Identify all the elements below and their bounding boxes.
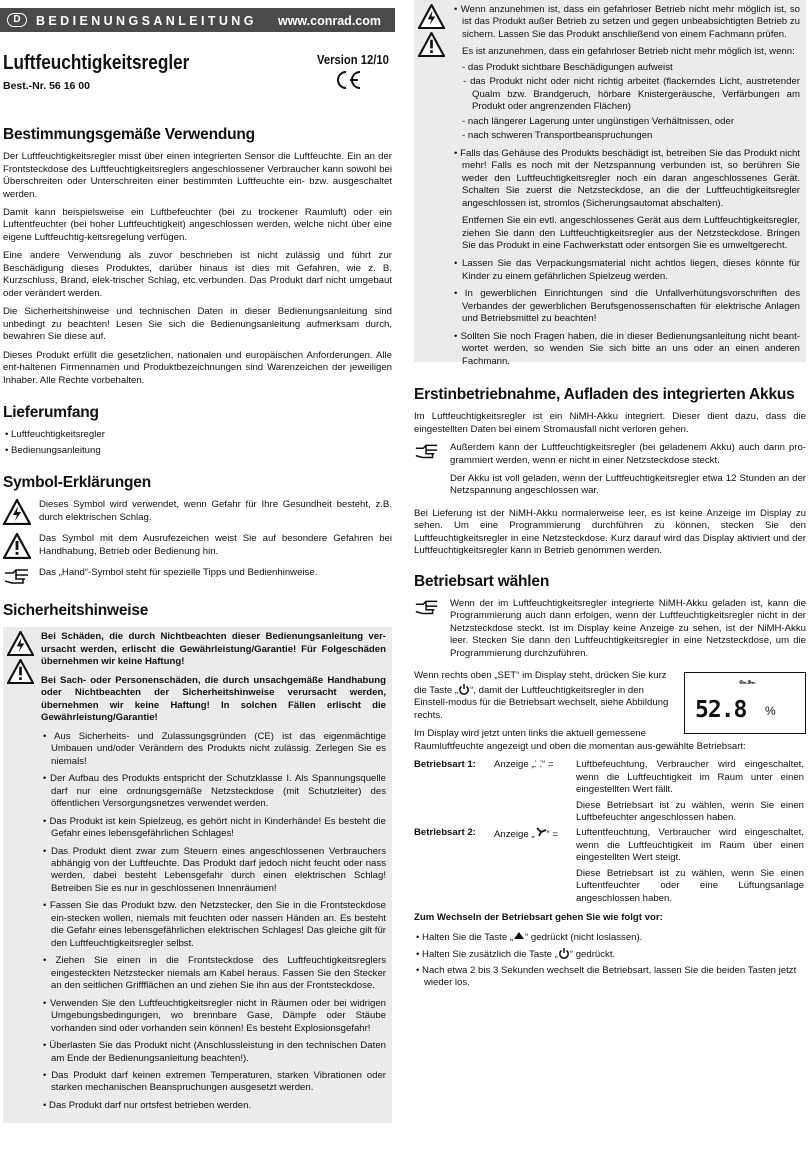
safety-box	[3, 627, 392, 1123]
section-heading: Lieferumfang	[3, 404, 99, 422]
paragraph: Im Display wird jetzt unten links die aktuell gemessene Raumluftfeuchte angezeigt und oben die momentan aus-gewählte Betriebsart:	[414, 728, 746, 752]
version-label: Version 12/10	[317, 53, 389, 67]
section-bestimmung	[3, 125, 392, 387]
list-item: • In gewerblichen Einrichtungen sind die Unfallverhütungsvorschriften des Verbandes der gewerblichen Berufsgenossenschaften für elektrische Anlagen und Betriebsmittel zu beachten!	[454, 288, 800, 325]
power-icon	[458, 683, 470, 695]
pointing-hand-icon	[414, 442, 440, 460]
section-heading: Bestimmungsgemäße Verwendung	[3, 126, 255, 143]
paragraph: Bei Lieferung ist der NiMH-Akku normalerweise leer, es ist keine Anzeige im Display zu sehen. Um eine Programmierung durchführen zu können, stecken Sie den Luftfeuchtigkeitsregler in eine Netzsteckdose. Kurz darauf wird das Display aktiviert und der Luftfeuchtigkeitsregler kann in Betrieb genommen werden.	[414, 507, 806, 557]
paragraph: Eine andere Verwendung als zuvor beschrieben ist nicht zulässig und führt zur Beschädigung dieses Produktes, darüber hinaus ist dies mit Gefahren, wie z. B. Kurzschluss, Brand, elek-trischer Schlag, etc.verbunden. Das Produkt darf nicht umgebaut oder verändert werden.	[3, 250, 392, 299]
symbol-row: Dieses Symbol wird verwendet, wenn Gefahr für Ihre Gesundheit besteht, z.B. durch elektrischen Schlag.	[3, 499, 392, 525]
list-item: • Das Produkt dient zwar zum Steuern eines angeschlossenen Verbrauchers abhängig von der Luftfeuchte. Das Produkt darf jedoch nicht feucht oder nass werden, dabei besteht Lebensgefahr durch einen elektrischen Schlag! Betreiben Sie es nur in geschlossenen Innenräumen!	[43, 845, 386, 894]
tip-block	[414, 442, 806, 504]
exclamation-warning-icon	[3, 533, 31, 559]
bold-warning: Bei Sach- oder Personenschäden, die durch unsachgemäße Handhabung oder Nichtbeachten der Sicherheitshinweise verursacht werden, übernehmen wir keine Haftung! In solchen Fällen erlischt die Gewährleistung/Garantie!	[41, 674, 386, 724]
list-item: • Aus Sicherheits- und Zulassungsgründen (CE) ist das eigenmächtige Umbauen und/oder Verändern des Produkts nicht zulässig. Zerlegen Sie es niemals!	[43, 730, 386, 767]
article-number: Best.-Nr. 56 16 00	[3, 80, 90, 92]
document-title: Luftfeuchtigkeitsregler	[3, 52, 190, 74]
right-column	[414, 0, 808, 1156]
tip-text: Wenn der im Luftfeuchtigkeitsregler integrierte NiMH-Akku geladen ist, kann die Programmierung auch dann erfolgen, wenn der Luftfeuchtigkeitsregler nicht in der Netzsteckdose steckt. Ist im Display keine Anzeige zu sehen, ist der NiMH-Akku leer. Stecken Sie dann den Luftfeuchtigkeitsregler in eine Netzsteckdose, um die Programmierung durchzuführen.	[450, 597, 806, 659]
right-flow	[414, 377, 806, 993]
display-illustration	[684, 672, 806, 734]
section-lieferumfang	[3, 403, 392, 457]
left-flow	[3, 120, 392, 1123]
dash-item: - nach längerer Lagerung unter ungünstigen Verhältnissen, oder	[462, 115, 735, 127]
dash-item: - das Produkt sichtbare Beschädigungen aufweist	[462, 61, 673, 73]
paragraph: Der Luftfeuchtigkeitsregler misst über einen integrierten Sensor die Luftfeuchte. Ein an der Frontsteckdose des Luftfeuchtigkeitsreglers angeschlossener Verbraucher kann sowohl bei Überschreiten oder Unterschreiten einer bestimmten Luftfeuchte ein- bzw. ausgeschaltet werden.	[3, 151, 392, 200]
list-item: • Überlasten Sie das Produkt nicht (Anschlussleistung in den technischen Daten am Ende der Bedienungsanleitung beachten!).	[43, 1040, 386, 1064]
section-betriebsart	[414, 572, 806, 990]
section-heading: Betriebsart wählen	[414, 572, 550, 590]
list-item: • Wenn anzunehmen ist, dass ein gefahrloser Betrieb nicht mehr möglich ist, so ist das Produkt außer Betrieb zu setzen und gegen unbeabsichtigten Betrieb zu sichern. Lassen Sie das Produkt anschließend von einem Fachmann prüfen.	[454, 4, 800, 40]
bold-warning: Bei Schäden, die durch Nichtbeachten dieser Bedienungsanleitung ver-ursacht werden, erlischt die Gewährleistung/Garantie! Für Folgeschäden übernehmen wir keine Haftung!	[41, 631, 386, 668]
paragraph: Im Luftfeuchtigkeitsregler ist ein NiMH-Akku integriert. Dieser dient dazu, dass die eingestellten Daten bei einem Stromausfall nicht verloren gehen.	[414, 411, 806, 435]
pointing-hand-icon	[414, 598, 440, 616]
header-label: BEDIENUNGSANLEITUNG	[36, 14, 257, 28]
subheading: Zum Wechseln der Betriebsart gehen Sie wie folgt vor:	[414, 912, 663, 924]
pointing-hand-icon	[3, 567, 31, 585]
section-heading: Erstinbetriebnahme, Aufladen des integrierten Akkus	[414, 386, 795, 403]
drops-icon: ๛๛	[739, 677, 756, 687]
tip-block	[414, 598, 806, 666]
up-arrow-icon	[513, 931, 525, 940]
section-symbole	[3, 473, 392, 585]
language-badge: D	[7, 13, 27, 27]
list-item: • Luftfeuchtigkeitsregler	[5, 429, 105, 441]
symbol-row: Das Symbol mit dem Ausrufezeichen weist Sie auf besondere Gefahren bei Handhabung, Betrieb oder Bedienung hin.	[3, 533, 392, 559]
paragraph: Wenn rechts oben „SET“ im Display steht, drücken Sie kurz die Taste „ “, damit der Luftfeuchtigkeitsregler in den Einstell-modus für die Betriebsart wechselt, siehe Abbildung rechts.	[414, 670, 669, 721]
fan-icon	[535, 827, 547, 837]
list-item: • Lassen Sie das Verpackungsmaterial nicht achtlos liegen, dieses könnte für Kinder zu einem gefährlichen Spielzeug werden.	[454, 258, 801, 282]
dash-item: - das Produkt nicht oder nicht richtig arbeitet (flackerndes Licht, austretender Qualm bzw. Brandgeruch, hörbare Knistergeräusche, Verfärbungen am Produkt oder angrenzenden Flächen)	[463, 76, 800, 113]
section-erstinbetrieb	[414, 385, 806, 558]
symbol-row: Das „Hand“-Symbol steht für spezielle Tipps und Bedienhinweise.	[3, 567, 392, 585]
header-bar	[0, 8, 395, 32]
safety-box-continued	[414, 0, 806, 367]
paragraph: Entfernen Sie ein evtl. angeschlossenes Gerät aus dem Luftfeuchtigkeitsregler, ziehen Sie dann den Luftfeuchtigkeitsregler aus der Netzsteckdose. Bringen Sie das Produkt in eine Fachwerkstatt oder entsorgen Sie es umweltgerecht.	[462, 215, 800, 251]
section-heading: Symbol-Erklärungen	[3, 474, 151, 492]
paragraph: Die Sicherheitshinweise und technischen Daten in dieser Bedienungsanleitung sind unbedingt zu beachten! Lesen Sie sich die Bedienungsanleitung aufmerksam durch, bewahren Sie diese auf.	[3, 306, 392, 343]
list-item: • Ziehen Sie einen in die Frontsteckdose des Luftfeuchtigkeitsreglers eingesteckten Netzstecker niemals am Kabel heraus. Fassen Sie den Stecker an den seitlichen Griffflächen an und ziehen Sie ihn aus der Frontsteckdose.	[43, 955, 386, 992]
exclamation-warning-icon	[418, 32, 445, 57]
paragraph: Dieses Produkt erfüllt die gesetzlichen, nationalen und europäischen Anforderungen. Alle ent-haltenen Firmennamen und Produktbezeichnungen sind Warenzeichen der jeweiligen Inhaber. Alle Rechte vorbehalten.	[3, 349, 392, 386]
list-item: • Der Aufbau des Produkts entspricht der Schutzklasse I. Als Spannungsquelle darf nur eine ordnungsgemäße Netzsteckdose (mit Schutzleiter) des öffentlichen Versorgungsnetzes verwendet werden.	[43, 773, 386, 810]
drops-icon: ⸬	[534, 759, 542, 770]
lightning-warning-icon	[3, 499, 31, 525]
list-item: • Halten Sie zusätzlich die Taste „ “ gedrückt.	[416, 949, 616, 961]
list-item: • Bedienungsanleitung	[5, 444, 101, 456]
list-item: • Falls das Gehäuse des Produkts beschädigt ist, betreiben Sie das Produkt nicht mehr! Falls es noch mit der Netzspannung verbunden ist, so berühren Sie weder den Luftfeuchtigkeitsregler noch ein daran angeschlossenes Gerät. Schalten Sie zuerst die Netzsteckdose, an die der Luftfeuchtigkeitsregler angeschlossen ist, stromlos (Sicherungsautomat abschalten).	[454, 147, 800, 209]
mode-table: Betriebsart 1: Anzeige „⸬“ = Luftbefeuchtung, Verbraucher wird eingeschaltet, wenn die Luftfeuchtigkeit im Raum unter einen eingestellten Wert fällt. Diese Betriebsart ist zu wählen, wenn Sie einen Luftbefeuchter angeschlossen haben. Betriebsart 2: Anzeige „ “ = Luftentfeuchtung, Verbraucher wird eingeschaltet, wenn die Luftfeuchtigkeit im Raum über einen eingestellten Wert steigt. Diese Betriebsart ist zu wählen, wenn Sie einen Luftentfeuchter oder eine Lüftungsanlage angeschlossen haben.	[414, 759, 804, 904]
display-humidity-value: 52.8	[695, 697, 747, 724]
paragraph: Es ist anzunehmen, dass ein gefahrloser Betrieb nicht mehr möglich ist, wenn:	[462, 46, 795, 58]
table-row: Betriebsart 2: Anzeige „ “ = Luftentfeuchtung, Verbraucher wird eingeschaltet, wenn die Luftfeuchtigkeit im Raum über einen eingestellten Wert steigt.	[414, 827, 804, 864]
section-sicherheit	[3, 601, 392, 1123]
ce-mark-icon	[334, 69, 362, 91]
list-item: • Fassen Sie das Produkt bzw. den Netzstecker, den Sie in die Frontsteckdose ein-stecken wollen, niemals mit feuchten oder nassen Händen an. Es besteht die Gefahr eines lebensgefährlichen elektrischen Schlages! Das gleiche gilt für den Luftfeuchtigkeitsregler selbst.	[43, 900, 386, 949]
lightning-warning-icon	[418, 4, 445, 29]
list-item: • Das Produkt ist kein Spielzeug, es gehört nicht in Kinderhände! Es besteht die Gefahr eines lebensgefährlichen Schlages!	[43, 815, 386, 840]
list-item: • Halten Sie die Taste „ “ gedrückt (nicht loslassen).	[416, 931, 643, 943]
power-icon	[558, 947, 570, 959]
section-heading: Sicherheitshinweise	[3, 602, 149, 620]
list-item: • Sollten Sie noch Fragen haben, die in dieser Bedienungsanleitung nicht beant-wortet werden, so wenden Sie sich bitte an uns oder an einen anderen Fachmann.	[454, 330, 800, 367]
display-unit: %	[765, 704, 776, 719]
table-row: Betriebsart 1: Anzeige „⸬“ = Luftbefeuchtung, Verbraucher wird eingeschaltet, wenn die Luftfeuchtigkeit im Raum unter einen eingestellten Wert fällt.	[414, 759, 804, 796]
list-item: • Das Produkt darf keinen extremen Temperaturen, starken Vibrationen oder starken mechanischen Beanspruchungen ausgesetzt werden.	[43, 1070, 386, 1094]
tip-text: Der Akku ist voll geladen, wenn der Luftfeuchtigkeitsregler etwa 12 Stunden an der Netzspannung angeschlossen war.	[450, 473, 806, 497]
list-item: • Nach etwa 2 bis 3 Sekunden wechselt die Betriebsart, lassen Sie die beiden Tasten jetzt wieder los.	[416, 964, 797, 989]
paragraph: Damit kann beispielsweise ein Luftbefeuchter (bei zu trockener Raumluft) oder ein Luftentfeuchter (bei hoher Luftfeuchtigkeit) angeschlossen werden, welche nicht über eine eigene Luftfeuchtig-keitsregelung verfügen.	[3, 207, 392, 243]
dash-item: - nach schweren Transportbeanspruchungen	[462, 130, 653, 142]
lightning-warning-icon	[7, 631, 34, 656]
exclamation-warning-icon	[7, 659, 34, 684]
list-item: • Verwenden Sie den Luftfeuchtigkeitsregler nicht in Räumen oder bei widrigen Umgebungsbedingungen, wo brennbare Gase, Dämpfe oder Stäube vorhanden sind oder vorhanden sein können! Es besteht Explosionsgefahr!	[43, 997, 387, 1034]
safety-list	[41, 731, 386, 1113]
left-column	[0, 0, 395, 1156]
list-item: • Das Produkt darf nur ortsfest betrieben werden.	[43, 1099, 252, 1111]
header-url: www.conrad.com	[277, 14, 381, 28]
tip-text: Außerdem kann der Luftfeuchtigkeitsregler (bei geladenem Akku) auch dann pro-grammiert werden, wenn er nicht in einer Netzsteckdose steckt.	[450, 442, 806, 466]
